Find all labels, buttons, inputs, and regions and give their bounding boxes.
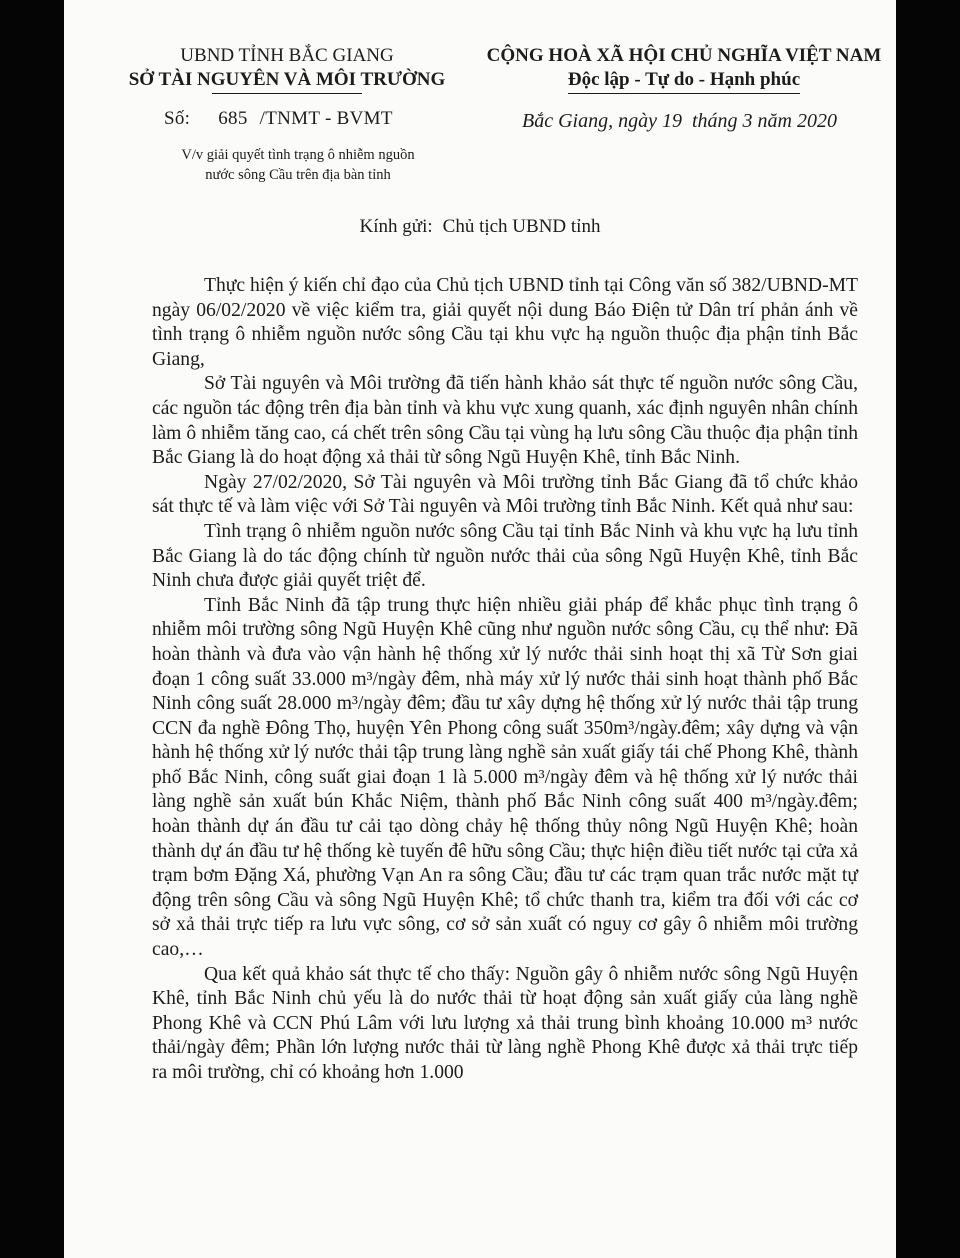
recipient-label: Kính gửi: [359, 216, 433, 237]
paragraph-6: Qua kết quả khảo sát thực tế cho thấy: Nguồn gây ô nhiễm nước sông Ngũ Huyện Khê, tỉnh Bắc Ninh chủ yếu là do nước thải từ hoạt động sản xuất giấy của làng nghề Phong Khê và CCN Phú Lâm với lưu lượng xả thải trung bình khoảng 10.000 m³ nước thải/ngày đêm; Phần lớn lượng nước thải từ làng nghề Phong Khê được xả thải trực tiếp ra môi trường, chỉ có khoảng hơn 1.000 [152, 963, 858, 1083]
nation-title: CỘNG HOÀ XÃ HỘI CHỦ NGHĨA VIỆT NAM [486, 45, 882, 66]
place-and-date: Bắc Giang, ngày 19 tháng 3 năm 2020 [522, 110, 837, 132]
national-motto: Độc lập - Tự do - Hạnh phúc [568, 68, 800, 94]
document-number-label: Số: [164, 108, 191, 129]
document-subject [148, 145, 448, 185]
paragraph-2: Sở Tài nguyên và Môi trường đã tiến hành khảo sát thực tế nguồn nước sông Cầu, các nguồn tác động trên địa bàn tỉnh và khu vực xung quanh, xác định nguyên nhân chính làm ô nhiễm tăng cao, cá chết trên sông Cầu tại vùng hạ lưu sông Cầu thuộc địa phận tỉnh Bắc Giang là do hoạt động xả thải từ sông Ngũ Huyện Khê, tỉnh Bắc Ninh. [152, 373, 858, 469]
recipient-line [64, 216, 896, 238]
document-number [164, 108, 393, 130]
national-header [474, 44, 894, 94]
paragraph-5: Tỉnh Bắc Ninh đã tập trung thực hiện nhiều giải pháp để khắc phục tình trạng ô nhiễm môi trường sông Ngũ Huyện Khê cũng như nguồn nước sông Cầu, cụ thể như: Đã hoàn thành và đưa vào vận hành hệ thống xử lý nước thải sinh hoạt thị xã Từ Sơn giai đoạn 1 công suất 33.000 m³/ngày đêm, nhà máy xử lý nước thải sinh hoạt thành phố Bắc Ninh công suất 28.000 m³/ngày đêm; đầu tư xây dựng hệ thống xử lý nước thải tập trung CCN đa nghề Đông Thọ, huyện Yên Phong công suất 350m³/ngày.đêm; xây dựng và vận hành hệ thống xử lý nước thải tập trung làng nghề sản xuất giấy tái chế Phong Khê, thành phố Bắc Ninh, công suất giai đoạn 1 là 5.000 m³/ngày đêm và hệ thống xử lý nước thải làng nghề sản xuất bún Khắc Niệm, thành phố Bắc Ninh công suất 400 m³/ngày.đêm; hoàn thành dự án đầu tư cải tạo dòng chảy hệ thống thủy nông Ngũ Huyện Khê; hoàn thành dự án đầu tư hệ thống kè tuyến đê hữu sông Cầu; thực hiện điều tiết nước tại cửa xả trạm bơm Đặng Xá, phường Vạn An ra sông Cầu; đầu tư các trạm quan trắc nước mặt tự động trên sông Cầu và sông Ngũ Huyện Khê; tổ chức thanh tra, kiểm tra đối với các cơ sở xả thải trực tiếp ra lưu vực sông, cơ sở sản xuất có nguy cơ gây ô nhiễm môi trường cao,… [152, 594, 858, 961]
right-black-margin [896, 0, 960, 1258]
agency-header [122, 44, 452, 94]
recipient-name: Chủ tịch UBND tỉnh [442, 216, 601, 237]
agency-underline [212, 93, 362, 94]
paragraph-3: Ngày 27/02/2020, Sở Tài nguyên và Môi trường tỉnh Bắc Giang đã tổ chức khảo sát thực tế và làm việc với Sở Tài nguyên và Môi trường tỉnh Bắc Ninh. Kết quả như sau: [152, 471, 858, 518]
paragraph-1: Thực hiện ý kiến chỉ đạo của Chủ tịch UBND tỉnh tại Công văn số 382/UBND-MT ngày 06/02/2020 về việc kiểm tra, giải quyết nội dung Báo Điện tử Dân trí phản ánh về tình trạng ô nhiễm nguồn nước sông Cầu tại khu vực hạ nguồn thuộc địa phận tỉnh Bắc Giang, [152, 275, 858, 370]
subject-line-2: nước sông Cầu trên địa bàn tỉnh [205, 167, 391, 183]
document-page [64, 0, 896, 1258]
document-number-value: 685 [218, 108, 248, 129]
subject-line-1: V/v giải quyết tình trạng ô nhiễm nguồn [181, 147, 415, 163]
document-number-code: /TNMT - BVMT [259, 108, 393, 129]
paragraph-4: Tình trạng ô nhiễm nguồn nước sông Cầu tại tỉnh Bắc Ninh và khu vực hạ lưu tỉnh Bắc Giang là do tác động chính từ nguồn nước thải của sông Ngũ Huyện Khê, tỉnh Bắc Ninh chưa được giải quyết triệt để. [152, 520, 858, 592]
document-body [152, 274, 858, 1086]
left-black-margin [0, 0, 64, 1258]
agency-parent: UBND TỈNH BẮC GIANG [180, 45, 394, 66]
agency-name: SỞ TÀI NGUYÊN VÀ MÔI TRƯỜNG [128, 69, 446, 90]
